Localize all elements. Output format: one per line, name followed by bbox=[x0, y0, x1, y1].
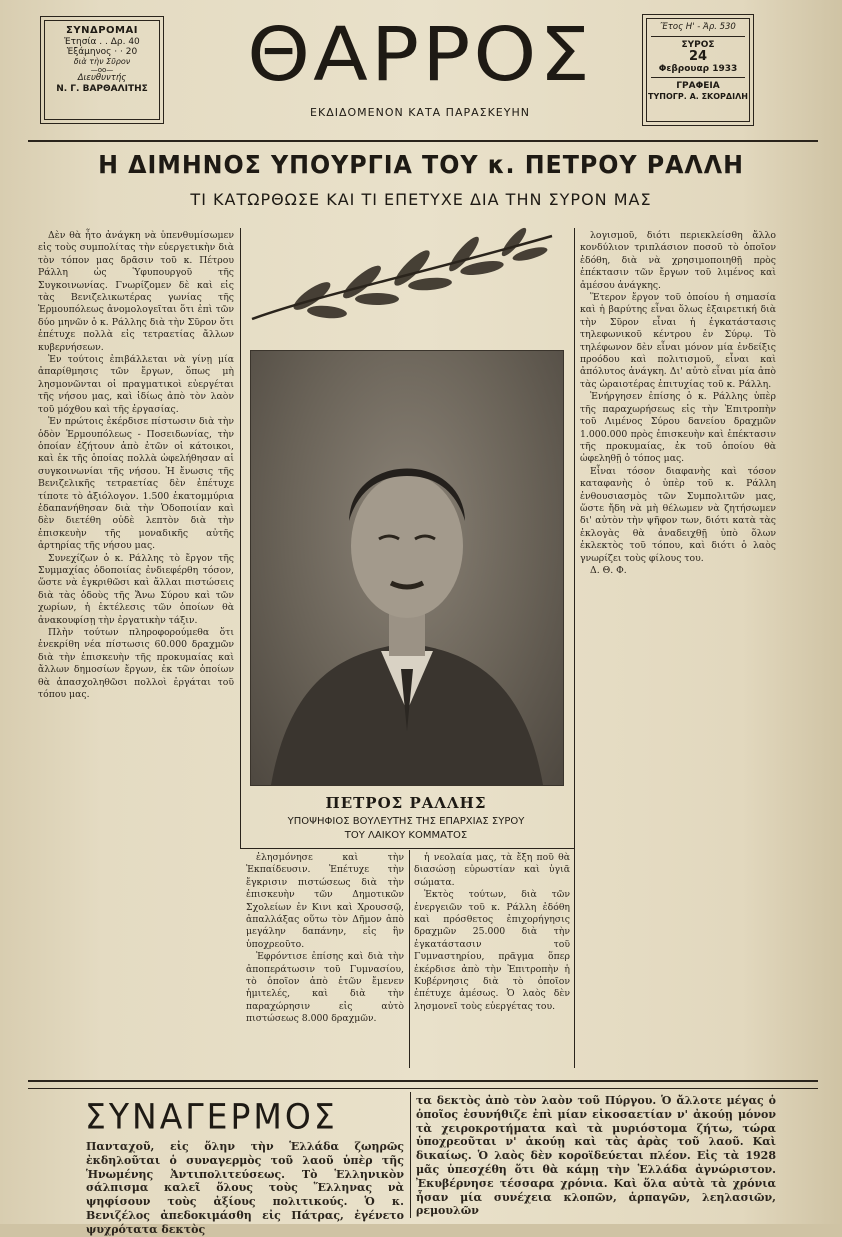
masthead-title: ΘΑΡΡΟΣ bbox=[247, 12, 593, 98]
director-name: Ν. Γ. ΒΑΡΘΑΛΙΤΗΣ bbox=[56, 84, 148, 95]
office-name: ΤΥΠΟΓΡ. Α. ΣΚΟΡΔΙΛΗ bbox=[648, 91, 748, 101]
article-column-right bbox=[580, 230, 776, 1070]
synagermos-column-rule bbox=[410, 1092, 411, 1218]
column-rule-middle bbox=[409, 850, 410, 1068]
issue-divider bbox=[651, 36, 745, 37]
article-column-middle bbox=[246, 852, 404, 1068]
article-paragraph: ἐλησμόνησε καὶ τὴν Ἐκπαίδευσιν. Ἐπέτυχε τὴν ἔγκρισιν πιστώσεως διὰ τὴν ἐπισκευὴν τῶν Δημοτικῶν Σχολείων ἐν Κινι καὶ Χρουσσῷ, ἀπαλλάξας οὕτω τὸν Δῆμον ἀπὸ μεγάλην δαπάνην, εἰς ἣν ὑποχρεοῦτο. bbox=[246, 852, 404, 950]
subscriptions-note: διὰ τὴν Σῦρον bbox=[73, 57, 131, 67]
article-paragraph: Δὲν θὰ ἦτο ἀνάγκη νὰ ὑπενθυμίσωμεν εἰς τοὺς συμπολίτας τὴν εὐεργετικὴν διὰ τὸν τόπον μας δρᾶσιν τοῦ κ. Πέτρου Ράλλη ὡς Ὑφυπουργοῦ τῆς Συγκοινωνίας. Γνωρίζομεν δὲ καὶ εἰς τὰς Βενιζελικωτέρας γωνίας τῆς Ἑρμουπόλεως ἀνομολογεῖται ὅτι ἐπὶ τῶν δύο μηνῶν ὁ κ. Ράλλης διὰ τὴν Σῦρον ὅτι ἐπέτυχε πολλὰ εἰς τετραετίας ἄλλων κυβερνήσεων. bbox=[38, 230, 234, 353]
laurel-branch-icon bbox=[232, 224, 572, 334]
bottom-section-rule-thin bbox=[28, 1088, 818, 1089]
subscriptions-yearly: Ἐτησία . . Δρ. 40 bbox=[64, 36, 140, 47]
issue-divider-2 bbox=[651, 77, 745, 78]
article-paragraph: λογισμοῦ, διότι περιεκλείσθη ἄλλο κονδύλιον τριπλάσιον ποσοῦ τὸ ὁποῖον ἐδόθη, διὰ νὰ χρησιμοποιηθῇ πρὸς ἐπέκτασιν τῶν ἔργων τοῦ λιμένος καὶ ἀμέσου ἀνάγκης. bbox=[580, 230, 776, 291]
article-paragraph: ἡ νεολαία μας, τὰ ἔξη ποῦ θὰ διασώσῃ εὐρωστίαν καὶ ὑγιᾶ σώματα. bbox=[414, 852, 570, 888]
photo-caption-name: ΠΕΤΡΟΣ ΡΑΛΛΗΣ bbox=[325, 794, 487, 812]
issue-box bbox=[642, 14, 754, 126]
article-paragraph: Εἶναι τόσον διαφανὴς καὶ τόσον καταφανὴς ὁ ὑπὲρ τοῦ κ. Ράλλη ἐνθουσιασμὸς τῶν Συμπολιτῶν μας, ὥστε ἤδη νὰ μὴ θέλωμεν νὰ ζητήσωμεν δι' αὐτὸν τὴν ψῆφον των, διότι κατὰ τὰς ἐκλογὰς θὰ ἀναδειχθῇ ὑπὸ ὅλων ἐκλεκτὸς τοῦ τόπου, καὶ διότι ὁ λαὸς γνωρίζει τοὺς φίλους του. bbox=[580, 465, 776, 564]
issue-year: Ἔτος Η' - Ἀρ. 530 bbox=[660, 22, 736, 32]
article-paragraph: Ἐν τούτοις ἐπιβάλλεται νὰ γίνῃ μία ἀπαρίθμησις τῶν ἔργων, ὅπως μὴ λησμονῶνται οἱ πραγματικοὶ εὐεργέται τῆς νήσου μας, καὶ ἰδίως ἀπὸ τὸν λαὸν τοῦ μόχθου καὶ τῆς ἐργασίας. bbox=[38, 354, 234, 415]
photo-caption-line2: ΤΟΥ ΛΑΙΚΟΥ ΚΟΜΜΑΤΟΣ bbox=[344, 830, 468, 841]
article-paragraph: Ἕτερον ἔργον τοῦ ὁποίου ἡ σημασία καὶ ἡ βαρύτης εἶναι ὅλως ἐξαιρετική διὰ τὴν Σῦρον εἶναι ἡ ἐγκατάστασις τηλεφωνικοῦ κέντρου ἐν Σύρῳ. Τὸ τηλέφωνον δὲν εἶναι μόνον μία ἐνδείξις προόδου καὶ πολιτισμοῦ, εἶναι καὶ ἀπόλυτος ἀνάγκη. Δι' αὐτὸ εἶναι μία ἀπὸ τὰς ὡραιοτέρας ἐπιτυχίας τοῦ κ. Ράλλη. bbox=[580, 292, 776, 390]
issue-place: ΣΥΡΟΣ bbox=[681, 39, 715, 50]
synagermos-left-text: Πανταχοῦ, εἰς ὅλην τὴν Ἑλλάδα ζωηρῶς ἐκδηλοῦται ὁ συναγερμὸς τοῦ λαοῦ ὑπὲρ τῆς Ἡνωμένης Ἀντιπολιτεύσεως. Τὸ Ἑλληνικὸν σάλπισμα καλεῖ ὅλους τοὺς Ἕλληνας νὰ ψηφίσουν τοὺς ἀξίους πολιτικούς. Ὁ κ. Βενιζέλος ἀπεδοκιμάσθη εἰς Πάτρας, ἐγένετο ψυχρότατα δεκτὸς bbox=[86, 1140, 404, 1236]
synagermos-title: ΣΥΝΑΓΕΡΜΟΣ bbox=[85, 1096, 338, 1137]
article-paragraph: Ἐν πρώτοις ἐκέρδισε πίστωσιν διὰ τὴν ὁδὸν Ἑρμουπόλεως - Ποσειδωνίας, τὴν ὁποίαν ἐζήτουν ἀπὸ ἐτῶν οἱ κάτοικοι, καὶ ἐκ τῆς ὁποίας πολλὰ ὠφελήθησαν αἱ συγκοινωνίαι τῆς νήσου. Ἡ ἔνωσις τῆς Βενιζελικῆς τετραετίας δὲν ἐπέτυχε τίποτε τὸ ἀξιόλογον. 1.500 ἐκατομμύρια ἐδαπανήθησαν διὰ τὴν Ὁδοποιίαν καὶ δὲν διετέθη οὐδὲ λεπτὸν διὰ τὴν ἐπισκευὴν τῆς μοναδικῆς αὐτῆς ἀρτηρίας τῆς νήσου μας. bbox=[38, 416, 234, 552]
office-label: ΓΡΑΦΕΙΑ bbox=[676, 81, 720, 92]
article-headline: Η ΔΙΜΗΝΟΣ ΥΠΟΥΡΓΙΑ ΤΟΥ κ. ΠΕΤΡΟΥ ΡΑΛΛΗ bbox=[98, 150, 744, 179]
article-paragraph: Ἐφρόντισε ἐπίσης καὶ διὰ τὴν ἀποπεράτωσιν τοῦ Γυμνασίου, τὸ ὁποῖον ἀπὸ ἐτῶν ἔμενεν ἡμιτελές, καὶ διὰ τὴν παραχώρησιν εἰς αὐτὸ πιστώσεως 8.000 δραχμῶν. bbox=[246, 951, 404, 1025]
photo-block-rule bbox=[240, 848, 574, 849]
article-column-left bbox=[38, 230, 234, 1070]
article-paragraph: Ἐκτὸς τούτων, διὰ τῶν ἐνεργειῶν τοῦ κ. Ράλλη ἐδόθη καὶ πρόσθετος ἐπιχορήγησις δραχμῶν 25.000 διὰ τὴν ἐγκατάστασιν τοῦ Γυμναστηρίου, πρᾶγμα ὅπερ ἐκέρδισε ἀπὸ τὴν Ἐπιτροπὴν ἡ Κυβέρνησις διὰ τὸ ὁποῖον ἐπέτυχε ἀμέσως. Ὁ λαὸς δὲν λησμονεῖ τοὺς εὐεργέτας του. bbox=[414, 889, 570, 1012]
portrait-illustration bbox=[251, 351, 563, 785]
subscriptions-six-months: Ἑξάμηνος · · 20 bbox=[66, 46, 138, 57]
subscriptions-title: ΣΥΝΔΡΟΜΑΙ bbox=[66, 25, 138, 36]
issue-month-year: Φεβρουαρ 1933 bbox=[658, 64, 738, 75]
photo-caption-line1: ΥΠΟΨΗΦΙΟΣ ΒΟΥΛΕΥΤΗΣ ΤΗΣ ΕΠΑΡΧΙΑΣ ΣΥΡΟΥ bbox=[287, 816, 525, 827]
article-paragraph: Ἐνήργησεν ἐπίσης ὁ κ. Ράλλης ὑπὲρ τῆς παραχωρήσεως εἰς τὴν Ἐπιτροπὴν τοῦ Λιμένος Σύρου δανείου δραχμῶν 1.000.000 πρὸς ἐπισκευὴν καὶ ἐπέκτασιν τῆς προκυμαίας, ἐκ τοῦ ὁποίου θὰ ὠφεληθῇ ὁ τόπος μας. bbox=[580, 391, 776, 465]
article-paragraph: Δ. Θ. Φ. bbox=[590, 564, 627, 576]
column-rule-right bbox=[574, 228, 575, 1068]
article-column-middle-right bbox=[414, 852, 570, 1068]
article-paragraph: Συνεχίζων ὁ κ. Ράλλης τὸ ἔργον τῆς Συμμαχίας ὁδοποιίας ἐνδιεφέρθη τόσον, ὥστε νὰ ἐγκριθῶσι καὶ ἄλλαι πιστώσεις διὰ τὰς ὁδοὺς τῆς Ἄνω Σύρου καὶ τῶν χωρίων, ἡ ἐκτέλεσις τῶν ὁποίων θὰ ἀνακουφίσῃ τὴν ἐργατικὴν τάξιν. bbox=[38, 552, 234, 626]
synagermos-right-text: τα δεκτὸς ἀπὸ τὸν λαὸν τοῦ Πύργου. Ὁ ἄλλοτε μέγας ὁ ὁποῖος ἐσυνήθιζε ἐπὶ μίαν εἰκοσαετίαν ν' ἀκούῃ μόνον τὰ χειροκροτήματα καὶ τὰ μυριόστομα ζήτω, τώρα ὑποχρεοῦται ν' ἀκούῃ καὶ τὰς ἀρὰς τοῦ λαοῦ. Καὶ δικαίως. Ὁ λαὸς δὲν κοροϊδεύεται πλέον. Εἰς τὰ 1928 μᾶς ὑπεσχέθη ὅτι θὰ κάμῃ τὴν Ἑλλάδα ἀγνώριστον. Ἐκυβέρνησε τέσσαρα χρόνια. Καὶ ὅλα αὐτὰ τὰ χρόνια ἦσαν μία συνέχεια κλοπῶν, ἁρπαγῶν, λεηλασιῶν, ρεμουλῶν bbox=[416, 1094, 776, 1218]
subscriptions-divider: —oo— bbox=[90, 66, 114, 75]
article-deck: ΤΙ ΚΑΤΩΡΘΩΣΕ ΚΑΙ ΤΙ ΕΠΕΤΥΧΕ ΔΙΑ ΤΗΝ ΣΥΡΟΝ ΜΑΣ bbox=[190, 190, 652, 209]
article-paragraph: Πλὴν τούτων πληροφορούμεθα ὅτι ἐνεκρίθη νέα πίστωσις 60.000 δραχμῶν διὰ τὴν ἐπισκευὴν τῆς προκυμαίας καὶ ἄλλων δημοσίων ἔργων, ἐκ τῶν ὁποίων θὰ ἀπασχοληθῶσι πολλοὶ ἐργάται τοῦ τόπου μας. bbox=[38, 627, 234, 701]
bottom-section-rule bbox=[28, 1080, 818, 1082]
portrait-photo bbox=[250, 350, 564, 786]
subscriptions-box bbox=[40, 16, 164, 124]
director-label: Διευθυντής bbox=[77, 73, 127, 84]
header-rule bbox=[28, 140, 818, 142]
masthead-subtitle: ΕΚΔΙΔΟΜΕΝΟΝ ΚΑΤΑ ΠΑΡΑΣΚΕΥΗΝ bbox=[310, 106, 530, 119]
issue-day: 24 bbox=[688, 49, 708, 65]
